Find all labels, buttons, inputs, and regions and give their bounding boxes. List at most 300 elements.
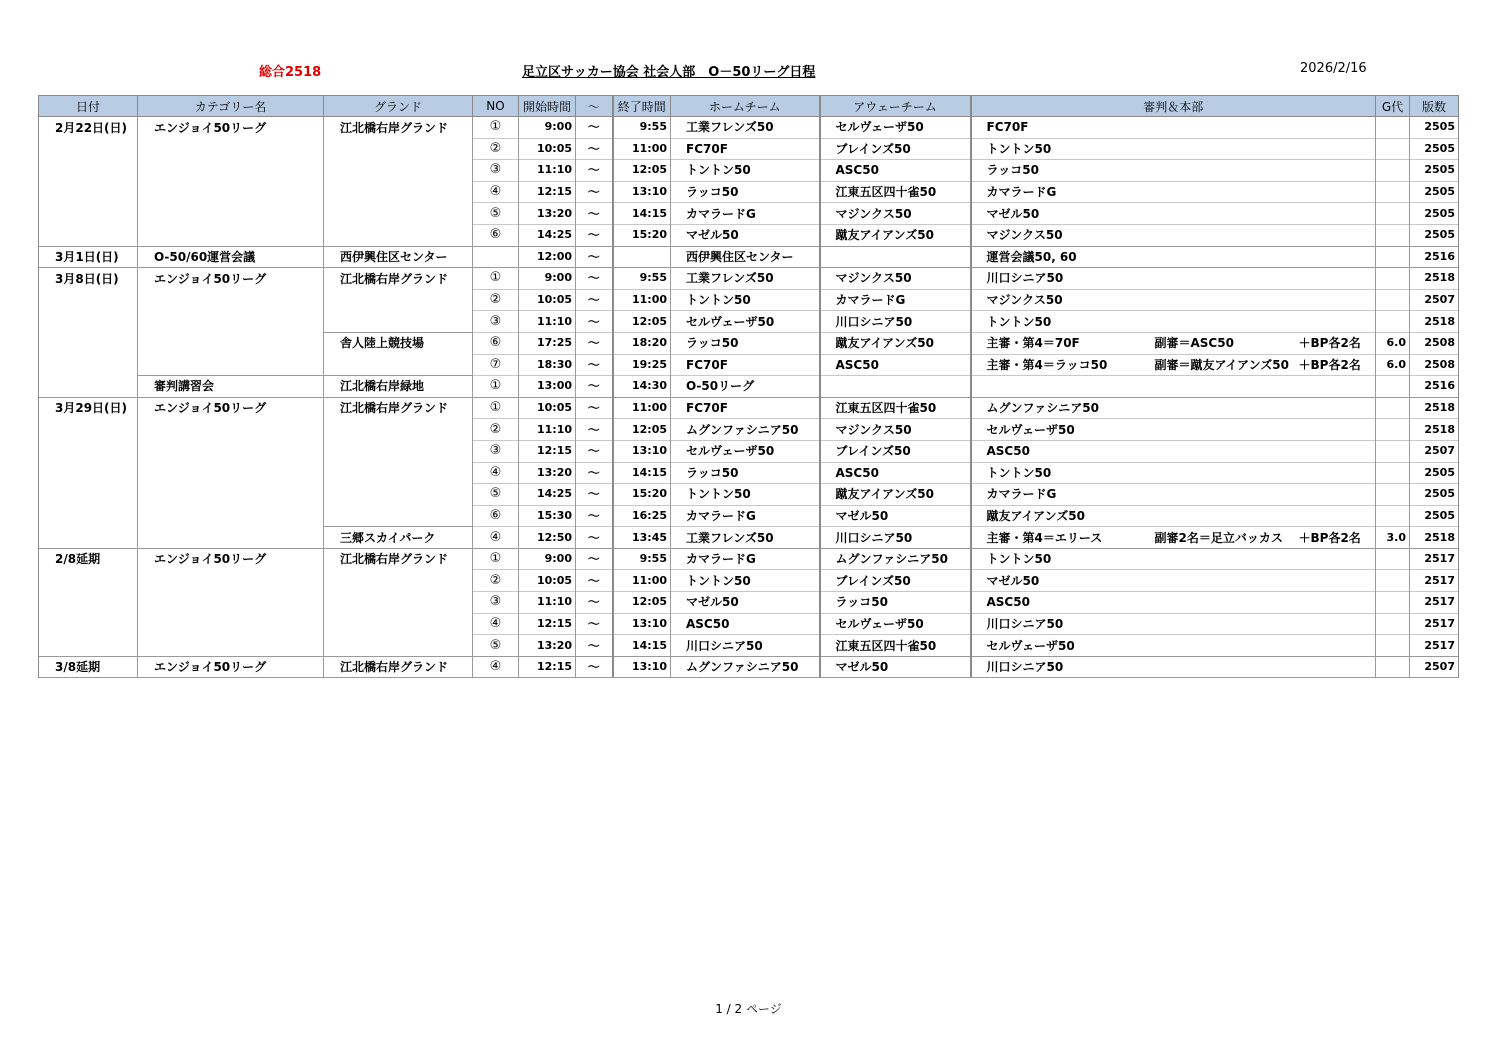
col-header-home: ホームチーム bbox=[671, 96, 820, 117]
table-row bbox=[39, 268, 1459, 290]
tilde-cell: ～ bbox=[576, 656, 613, 678]
ground-cell bbox=[324, 138, 473, 160]
referee-cell bbox=[971, 224, 1376, 246]
match-no-cell: ③ bbox=[473, 311, 519, 333]
start-time-cell: 14:25 bbox=[519, 484, 576, 506]
home-team-cell: ラッコ50 bbox=[671, 332, 820, 354]
referee-main: 主審・第4＝エリース bbox=[986, 530, 1103, 545]
ground-cell: 江北橋右岸グランド bbox=[324, 397, 473, 419]
table-row bbox=[39, 138, 1459, 160]
ground-cell: 江北橋右岸緑地 bbox=[324, 376, 473, 398]
version-cell: 2505 bbox=[1410, 138, 1459, 160]
table-row bbox=[39, 332, 1459, 354]
category-cell bbox=[138, 505, 324, 527]
end-time-cell: 19:25 bbox=[613, 354, 671, 376]
away-team-cell: マジンクス50 bbox=[820, 419, 971, 441]
ground-cell bbox=[324, 181, 473, 203]
version-cell: 2505 bbox=[1410, 484, 1459, 506]
ground-cell: 江北橋右岸グランド bbox=[324, 548, 473, 570]
tilde-cell: ～ bbox=[576, 635, 613, 657]
referee-cell bbox=[971, 117, 1376, 139]
start-time-cell: 13:20 bbox=[519, 635, 576, 657]
match-no-cell: ① bbox=[473, 268, 519, 290]
referee-main: トントン50 bbox=[986, 314, 1052, 329]
col-header-gdai: G代 bbox=[1376, 96, 1410, 117]
referee-assistants: 副審＝蹴友アイアンズ50 bbox=[1154, 357, 1289, 372]
referee-main: カマラードG bbox=[986, 487, 1057, 502]
end-time-cell: 12:05 bbox=[613, 160, 671, 182]
start-time-cell: 12:00 bbox=[519, 246, 576, 268]
match-no-cell: ① bbox=[473, 548, 519, 570]
away-team-cell: 江東五区四十雀50 bbox=[820, 397, 971, 419]
tilde-cell: ～ bbox=[576, 592, 613, 614]
referee-cell bbox=[971, 592, 1376, 614]
home-team-cell: FC70F bbox=[671, 397, 820, 419]
start-time-cell: 15:30 bbox=[519, 505, 576, 527]
version-cell: 2505 bbox=[1410, 224, 1459, 246]
date-cell bbox=[39, 289, 138, 311]
col-header-away: アウェーチーム bbox=[820, 96, 971, 117]
referee-cell bbox=[971, 635, 1376, 657]
start-time-cell: 11:10 bbox=[519, 592, 576, 614]
ground-cell bbox=[324, 203, 473, 225]
end-time-cell: 11:00 bbox=[613, 397, 671, 419]
referee-cell bbox=[971, 656, 1376, 678]
start-time-cell: 9:00 bbox=[519, 117, 576, 139]
referee-main: 川口シニア50 bbox=[986, 616, 1064, 631]
match-no-cell: ⑤ bbox=[473, 635, 519, 657]
home-team-cell: 工業フレンズ50 bbox=[671, 117, 820, 139]
home-team-cell: セルヴェーザ50 bbox=[671, 440, 820, 462]
date-cell bbox=[39, 138, 138, 160]
home-team-cell: ムグンファシニア50 bbox=[671, 656, 820, 678]
referee-cell bbox=[971, 203, 1376, 225]
table-row bbox=[39, 117, 1459, 139]
ground-fee-cell bbox=[1376, 246, 1410, 268]
start-time-cell: 13:20 bbox=[519, 462, 576, 484]
start-time-cell: 9:00 bbox=[519, 268, 576, 290]
start-time-cell: 12:15 bbox=[519, 656, 576, 678]
col-header-tilde: ～ bbox=[576, 96, 613, 117]
home-team-cell: トントン50 bbox=[671, 484, 820, 506]
home-team-cell: トントン50 bbox=[671, 289, 820, 311]
table-row bbox=[39, 505, 1459, 527]
tilde-cell: ～ bbox=[576, 613, 613, 635]
col-header-referee: 審判＆本部 bbox=[971, 96, 1376, 117]
version-cell: 2516 bbox=[1410, 246, 1459, 268]
tilde-cell: ～ bbox=[576, 570, 613, 592]
document-code: 総合2518 bbox=[259, 65, 322, 80]
referee-cell bbox=[971, 397, 1376, 419]
category-cell bbox=[138, 570, 324, 592]
ground-fee-cell bbox=[1376, 548, 1410, 570]
match-no-cell: ① bbox=[473, 117, 519, 139]
home-team-cell: カマラードG bbox=[671, 203, 820, 225]
referee-main: トントン50 bbox=[986, 552, 1052, 567]
away-team-cell: ブレインズ50 bbox=[820, 138, 971, 160]
away-team-cell: マジンクス50 bbox=[820, 203, 971, 225]
start-time-cell: 12:15 bbox=[519, 613, 576, 635]
category-cell bbox=[138, 419, 324, 441]
end-time-cell: 13:45 bbox=[613, 527, 671, 549]
referee-main: ラッコ50 bbox=[986, 163, 1039, 178]
match-no-cell: ⑤ bbox=[473, 484, 519, 506]
date-cell: 3月29日(日) bbox=[39, 397, 138, 419]
version-cell: 2517 bbox=[1410, 613, 1459, 635]
ground-fee-cell bbox=[1376, 160, 1410, 182]
away-team-cell: 川口シニア50 bbox=[820, 527, 971, 549]
match-no-cell: ② bbox=[473, 289, 519, 311]
table-row bbox=[39, 548, 1459, 570]
category-cell bbox=[138, 613, 324, 635]
match-no-cell: ② bbox=[473, 138, 519, 160]
version-cell: 2505 bbox=[1410, 181, 1459, 203]
referee-main: FC70F bbox=[986, 120, 1029, 135]
page-number: 1 / 2 ページ bbox=[715, 1002, 782, 1016]
tilde-cell: ～ bbox=[576, 484, 613, 506]
referee-bp: ＋BP各2名 bbox=[1298, 336, 1361, 351]
version-cell: 2507 bbox=[1410, 440, 1459, 462]
date-cell bbox=[39, 635, 138, 657]
category-cell bbox=[138, 635, 324, 657]
end-time-cell: 16:25 bbox=[613, 505, 671, 527]
date-cell: 3/8延期 bbox=[39, 656, 138, 678]
match-no-cell: ⑦ bbox=[473, 354, 519, 376]
start-time-cell: 18:30 bbox=[519, 354, 576, 376]
away-team-cell: 江東五区四十雀50 bbox=[820, 635, 971, 657]
version-cell: 2517 bbox=[1410, 592, 1459, 614]
table-row bbox=[39, 181, 1459, 203]
match-no-cell: ② bbox=[473, 419, 519, 441]
home-team-cell: トントン50 bbox=[671, 570, 820, 592]
ground-fee-cell bbox=[1376, 376, 1410, 398]
away-team-cell: セルヴェーザ50 bbox=[820, 613, 971, 635]
table-row bbox=[39, 613, 1459, 635]
ground-fee-cell bbox=[1376, 570, 1410, 592]
date-cell bbox=[39, 203, 138, 225]
away-team-cell: マジンクス50 bbox=[820, 268, 971, 290]
category-cell bbox=[138, 354, 324, 376]
match-no-cell: ③ bbox=[473, 160, 519, 182]
away-team-cell: ブレインズ50 bbox=[820, 440, 971, 462]
ground-cell bbox=[324, 613, 473, 635]
end-time-cell: 14:30 bbox=[613, 376, 671, 398]
tilde-cell: ～ bbox=[576, 527, 613, 549]
referee-cell bbox=[971, 354, 1376, 376]
ground-fee-cell bbox=[1376, 592, 1410, 614]
category-cell: エンジョイ50リーグ bbox=[138, 397, 324, 419]
category-cell: エンジョイ50リーグ bbox=[138, 656, 324, 678]
date-cell bbox=[39, 527, 138, 549]
table-row bbox=[39, 462, 1459, 484]
match-no-cell: ⑥ bbox=[473, 332, 519, 354]
end-time-cell: 14:15 bbox=[613, 462, 671, 484]
date-cell bbox=[39, 484, 138, 506]
home-team-cell: カマラードG bbox=[671, 505, 820, 527]
away-team-cell: セルヴェーザ50 bbox=[820, 117, 971, 139]
ground-cell bbox=[324, 160, 473, 182]
referee-cell bbox=[971, 419, 1376, 441]
end-time-cell: 15:20 bbox=[613, 224, 671, 246]
referee-cell bbox=[971, 505, 1376, 527]
end-time-cell: 13:10 bbox=[613, 613, 671, 635]
start-time-cell: 14:25 bbox=[519, 224, 576, 246]
ground-cell bbox=[324, 311, 473, 333]
home-team-cell: マゼル50 bbox=[671, 224, 820, 246]
table-row bbox=[39, 484, 1459, 506]
col-header-version: 版数 bbox=[1410, 96, 1459, 117]
category-cell bbox=[138, 440, 324, 462]
referee-cell bbox=[971, 268, 1376, 290]
start-time-cell: 13:20 bbox=[519, 203, 576, 225]
table-row bbox=[39, 592, 1459, 614]
version-cell: 2508 bbox=[1410, 332, 1459, 354]
category-cell bbox=[138, 181, 324, 203]
referee-main: マゼル50 bbox=[986, 206, 1040, 221]
table-row bbox=[39, 656, 1459, 678]
referee-assistants: 副審2名＝足立バッカス bbox=[1154, 530, 1283, 545]
start-time-cell: 13:00 bbox=[519, 376, 576, 398]
end-time-cell: 12:05 bbox=[613, 311, 671, 333]
start-time-cell: 12:15 bbox=[519, 181, 576, 203]
referee-bp: ＋BP各2名 bbox=[1298, 530, 1361, 545]
table-row bbox=[39, 397, 1459, 419]
ground-fee-cell: 6.0 bbox=[1376, 354, 1410, 376]
ground-fee-cell bbox=[1376, 181, 1410, 203]
referee-cell bbox=[971, 181, 1376, 203]
referee-cell bbox=[971, 570, 1376, 592]
ground-fee-cell: 3.0 bbox=[1376, 527, 1410, 549]
end-time-cell: 9:55 bbox=[613, 548, 671, 570]
end-time-cell: 12:05 bbox=[613, 419, 671, 441]
start-time-cell: 10:05 bbox=[519, 397, 576, 419]
start-time-cell: 11:10 bbox=[519, 160, 576, 182]
ground-cell bbox=[324, 462, 473, 484]
home-team-cell: マゼル50 bbox=[671, 592, 820, 614]
version-cell: 2505 bbox=[1410, 117, 1459, 139]
referee-cell bbox=[971, 160, 1376, 182]
match-no-cell: ⑥ bbox=[473, 505, 519, 527]
away-team-cell: マゼル50 bbox=[820, 505, 971, 527]
referee-cell bbox=[971, 138, 1376, 160]
date-cell bbox=[39, 570, 138, 592]
ground-fee-cell bbox=[1376, 419, 1410, 441]
table-row bbox=[39, 160, 1459, 182]
category-cell bbox=[138, 203, 324, 225]
referee-cell bbox=[971, 311, 1376, 333]
version-cell: 2518 bbox=[1410, 527, 1459, 549]
match-no-cell: ⑥ bbox=[473, 224, 519, 246]
version-cell: 2517 bbox=[1410, 635, 1459, 657]
referee-main: ASC50 bbox=[986, 444, 1030, 459]
away-team-cell: 蹴友アイアンズ50 bbox=[820, 484, 971, 506]
category-cell bbox=[138, 332, 324, 354]
version-cell: 2518 bbox=[1410, 311, 1459, 333]
end-time-cell: 14:15 bbox=[613, 203, 671, 225]
table-row bbox=[39, 224, 1459, 246]
ground-fee-cell bbox=[1376, 613, 1410, 635]
version-cell: 2516 bbox=[1410, 376, 1459, 398]
table-row bbox=[39, 203, 1459, 225]
category-cell bbox=[138, 462, 324, 484]
home-team-cell: 西伊興住区センター bbox=[671, 246, 820, 268]
match-no-cell: ④ bbox=[473, 656, 519, 678]
end-time-cell: 9:55 bbox=[613, 117, 671, 139]
end-time-cell: 15:20 bbox=[613, 484, 671, 506]
ground-fee-cell bbox=[1376, 462, 1410, 484]
match-no-cell: ③ bbox=[473, 592, 519, 614]
ground-cell bbox=[324, 419, 473, 441]
referee-main: カマラードG bbox=[986, 185, 1057, 200]
referee-cell bbox=[971, 289, 1376, 311]
match-no-cell: ④ bbox=[473, 613, 519, 635]
referee-assistants: 副審＝ASC50 bbox=[1154, 336, 1234, 351]
tilde-cell: ～ bbox=[576, 419, 613, 441]
referee-cell bbox=[971, 332, 1376, 354]
home-team-cell: ラッコ50 bbox=[671, 181, 820, 203]
referee-cell bbox=[971, 613, 1376, 635]
referee-main: マジンクス50 bbox=[986, 293, 1063, 308]
start-time-cell: 10:05 bbox=[519, 138, 576, 160]
category-cell bbox=[138, 289, 324, 311]
col-header-no: NO bbox=[473, 96, 519, 117]
table-row bbox=[39, 440, 1459, 462]
end-time-cell: 12:05 bbox=[613, 592, 671, 614]
ground-cell bbox=[324, 592, 473, 614]
referee-main: トントン50 bbox=[986, 141, 1052, 156]
table-row bbox=[39, 570, 1459, 592]
match-no-cell bbox=[473, 246, 519, 268]
away-team-cell: 川口シニア50 bbox=[820, 311, 971, 333]
ground-cell bbox=[324, 505, 473, 527]
table-row bbox=[39, 289, 1459, 311]
ground-fee-cell bbox=[1376, 635, 1410, 657]
away-team-cell: 蹴友アイアンズ50 bbox=[820, 332, 971, 354]
date-cell bbox=[39, 505, 138, 527]
referee-main: 主審・第4＝70F bbox=[986, 336, 1080, 351]
end-time-cell: 13:10 bbox=[613, 181, 671, 203]
end-time-cell: 11:00 bbox=[613, 570, 671, 592]
ground-cell: 西伊興住区センター bbox=[324, 246, 473, 268]
date-cell bbox=[39, 440, 138, 462]
date-cell bbox=[39, 613, 138, 635]
match-no-cell: ④ bbox=[473, 181, 519, 203]
table-row bbox=[39, 376, 1459, 398]
date-cell bbox=[39, 332, 138, 354]
date-cell bbox=[39, 311, 138, 333]
home-team-cell: セルヴェーザ50 bbox=[671, 311, 820, 333]
table-row bbox=[39, 354, 1459, 376]
version-cell: 2507 bbox=[1410, 289, 1459, 311]
match-no-cell: ① bbox=[473, 376, 519, 398]
start-time-cell: 11:10 bbox=[519, 419, 576, 441]
category-cell bbox=[138, 224, 324, 246]
tilde-cell: ～ bbox=[576, 181, 613, 203]
start-time-cell: 12:50 bbox=[519, 527, 576, 549]
version-cell: 2505 bbox=[1410, 505, 1459, 527]
table-row bbox=[39, 311, 1459, 333]
home-team-cell: ASC50 bbox=[671, 613, 820, 635]
date-cell: 3月1日(日) bbox=[39, 246, 138, 268]
referee-main: 川口シニア50 bbox=[986, 271, 1064, 286]
home-team-cell: 工業フレンズ50 bbox=[671, 527, 820, 549]
ground-cell bbox=[324, 354, 473, 376]
ground-cell bbox=[324, 484, 473, 506]
referee-main: マゼル50 bbox=[986, 573, 1040, 588]
ground-fee-cell bbox=[1376, 289, 1410, 311]
referee-main: 運営会議50, 60 bbox=[986, 249, 1077, 264]
away-team-cell: ムグンファシニア50 bbox=[820, 548, 971, 570]
home-team-cell: FC70F bbox=[671, 354, 820, 376]
tilde-cell: ～ bbox=[576, 117, 613, 139]
match-no-cell: ③ bbox=[473, 440, 519, 462]
category-cell bbox=[138, 160, 324, 182]
ground-cell: 三郷スカイパーク bbox=[324, 527, 473, 549]
ground-cell: 舎人陸上競技場 bbox=[324, 332, 473, 354]
tilde-cell: ～ bbox=[576, 397, 613, 419]
away-team-cell: カマラードG bbox=[820, 289, 971, 311]
referee-main: トントン50 bbox=[986, 465, 1052, 480]
match-no-cell: ② bbox=[473, 570, 519, 592]
category-cell bbox=[138, 484, 324, 506]
away-team-cell: ASC50 bbox=[820, 354, 971, 376]
tilde-cell: ～ bbox=[576, 440, 613, 462]
tilde-cell: ～ bbox=[576, 246, 613, 268]
tilde-cell: ～ bbox=[576, 505, 613, 527]
start-time-cell: 11:10 bbox=[519, 311, 576, 333]
table-row bbox=[39, 527, 1459, 549]
home-team-cell: O-50リーグ bbox=[671, 376, 820, 398]
version-cell: 2517 bbox=[1410, 570, 1459, 592]
version-cell: 2518 bbox=[1410, 419, 1459, 441]
end-time-cell: 11:00 bbox=[613, 289, 671, 311]
referee-main: 主審・第4＝ラッコ50 bbox=[986, 357, 1108, 372]
date-cell bbox=[39, 354, 138, 376]
date-cell bbox=[39, 376, 138, 398]
match-no-cell: ④ bbox=[473, 462, 519, 484]
date-cell bbox=[39, 462, 138, 484]
category-cell: エンジョイ50リーグ bbox=[138, 268, 324, 290]
away-team-cell bbox=[820, 246, 971, 268]
header-row bbox=[39, 96, 1459, 117]
date-cell: 2月22日(日) bbox=[39, 117, 138, 139]
away-team-cell: 蹴友アイアンズ50 bbox=[820, 224, 971, 246]
ground-fee-cell bbox=[1376, 311, 1410, 333]
ground-cell: 江北橋右岸グランド bbox=[324, 268, 473, 290]
ground-fee-cell bbox=[1376, 505, 1410, 527]
date-cell bbox=[39, 160, 138, 182]
tilde-cell: ～ bbox=[576, 311, 613, 333]
home-team-cell: FC70F bbox=[671, 138, 820, 160]
match-no-cell: ⑤ bbox=[473, 203, 519, 225]
ground-fee-cell bbox=[1376, 268, 1410, 290]
referee-main: マジンクス50 bbox=[986, 228, 1063, 243]
tilde-cell: ～ bbox=[576, 268, 613, 290]
date-cell bbox=[39, 224, 138, 246]
tilde-cell: ～ bbox=[576, 138, 613, 160]
ground-cell: 江北橋右岸グランド bbox=[324, 656, 473, 678]
version-cell: 2505 bbox=[1410, 160, 1459, 182]
col-header-ground: グランド bbox=[324, 96, 473, 117]
category-cell bbox=[138, 592, 324, 614]
ground-fee-cell bbox=[1376, 397, 1410, 419]
category-cell bbox=[138, 138, 324, 160]
away-team-cell bbox=[820, 376, 971, 398]
table-row bbox=[39, 635, 1459, 657]
version-cell: 2518 bbox=[1410, 397, 1459, 419]
version-cell: 2508 bbox=[1410, 354, 1459, 376]
match-no-cell: ④ bbox=[473, 527, 519, 549]
